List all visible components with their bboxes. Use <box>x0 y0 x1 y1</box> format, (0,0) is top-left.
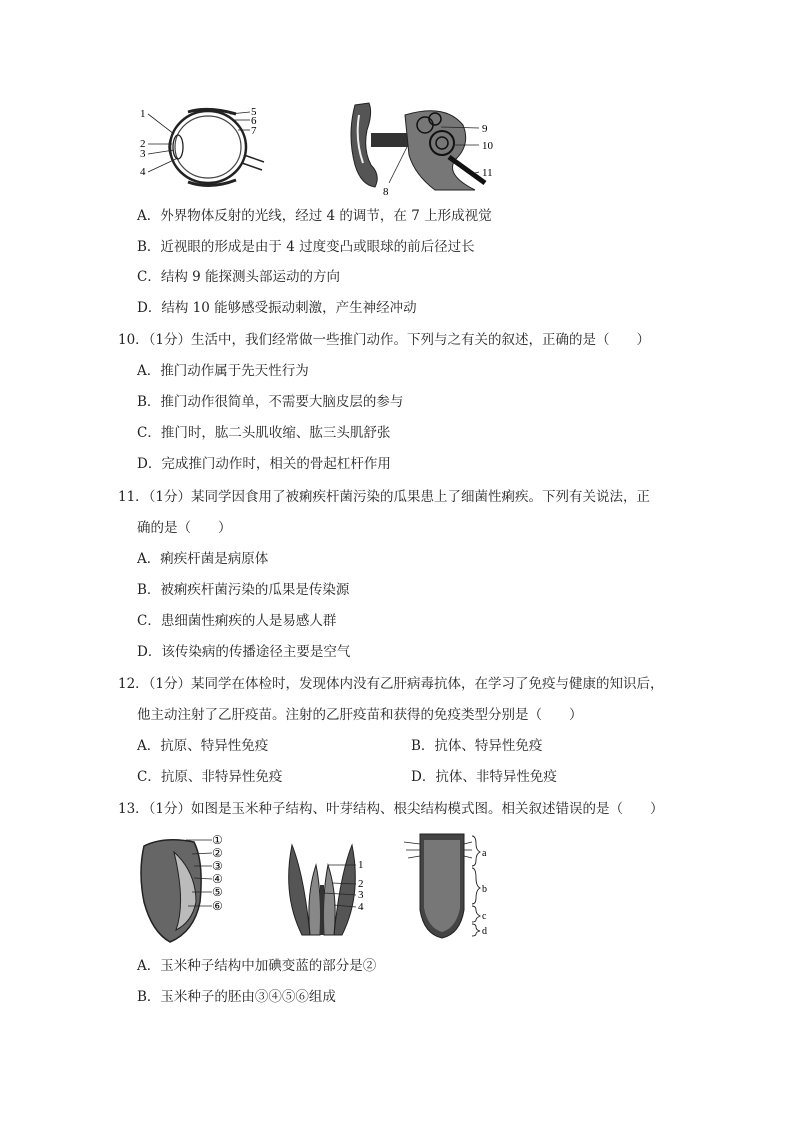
q9-option-d: D．结构 10 能够感受振动刺激，产生神经冲动 <box>137 300 417 316</box>
ear-label: 8 <box>383 186 389 198</box>
eye-label: 1 <box>140 108 146 120</box>
corn-label: ① <box>212 833 223 847</box>
q11-option-b: B．被痢疾杆菌污染的瓜果是传染源 <box>137 582 350 598</box>
bud-label: 2 <box>358 878 364 890</box>
ear-diagram <box>345 95 505 200</box>
bud-label: 3 <box>358 889 364 901</box>
bud-label: 4 <box>358 901 364 913</box>
q12-stem-line2: 他主动注射了乙肝疫苗。注射的乙肝疫苗和获得的免疫类型分别是（ ） <box>137 707 583 723</box>
eye-label: 3 <box>140 148 146 160</box>
q13-option-a: A．玉米种子结构中加碘变蓝的部分是② <box>137 958 377 974</box>
corn-label: ⑥ <box>212 899 223 913</box>
eye-label: 2 <box>140 138 146 150</box>
root-label: a <box>482 848 487 859</box>
q10-option-a: A．推门动作属于先天性行为 <box>137 363 309 379</box>
q11-option-c: C．患细菌性痢疾的人是易感人群 <box>137 613 337 629</box>
q11-stem-line2: 确的是（ ） <box>137 520 232 536</box>
root-label: d <box>482 926 487 937</box>
q11-option-a: A．痢疾杆菌是病原体 <box>137 551 269 567</box>
q13-stem: 13．（1分）如图是玉米种子结构、叶芽结构、根尖结构模式图。相关叙述错误的是（ ） <box>118 801 664 817</box>
eye-label: 6 <box>251 115 257 127</box>
corn-label: ② <box>212 846 223 860</box>
bud-label: 1 <box>358 859 364 871</box>
q10-option-c: C．推门时，肱二头肌收缩、肱三头肌舒张 <box>137 425 391 441</box>
q10-option-d: D．完成推门动作时，相关的骨起杠杆作用 <box>137 456 391 472</box>
ear-label: 10 <box>482 140 493 152</box>
corn-label: ⑤ <box>212 885 223 899</box>
corn-seed-diagram <box>134 832 234 947</box>
ear-label: 11 <box>482 167 493 179</box>
corn-label: ④ <box>212 872 223 886</box>
q10-stem: 10．（1分）生活中，我们经常做一些推门动作。下列与之有关的叙述，正确的是（ ） <box>118 332 651 348</box>
eye-diagram <box>138 100 268 195</box>
q9-option-b: B．近视眼的形成是由于 4 过度变凸或眼球的前后径过长 <box>137 239 475 255</box>
q11-stem-line1: 11．（1分）某同学因食用了被痢疾杆菌污染的瓜果患上了细菌性痢疾。下列有关说法，正 <box>118 489 651 505</box>
root-label: c <box>482 911 487 922</box>
eye-label: 7 <box>251 125 257 137</box>
root-tip-diagram <box>400 830 495 945</box>
corn-label: ③ <box>212 859 223 873</box>
q12-stem-line1: 12．（1分）某同学在体检时，发现体内没有乙肝病毒抗体，在学习了免疫与健康的知识后， <box>118 676 664 692</box>
q13-option-b: B．玉米种子的胚由③④⑤⑥组成 <box>137 989 336 1005</box>
leaf-bud-diagram <box>272 835 377 945</box>
q10-option-b: B．推门动作很简单，不需要大脑皮层的参与 <box>137 394 404 410</box>
eye-label: 5 <box>251 106 257 118</box>
q12-option-b: B．抗体、特异性免疫 <box>411 738 543 754</box>
root-label: b <box>482 884 487 895</box>
q9-option-c: C．结构 9 能探测头部运动的方向 <box>137 269 341 285</box>
q9-option-a: A．外界物体反射的光线，经过 4 的调节，在 7 上形成视觉 <box>137 208 492 224</box>
q12-option-d: D．抗体、非特异性免疫 <box>411 769 557 785</box>
eye-label: 4 <box>140 166 146 178</box>
q12-option-a: A．抗原、特异性免疫 <box>137 738 269 754</box>
q11-option-d: D．该传染病的传播途径主要是空气 <box>137 644 351 660</box>
ear-label: 9 <box>482 123 488 135</box>
q12-option-c: C．抗原、非特异性免疫 <box>137 769 283 785</box>
